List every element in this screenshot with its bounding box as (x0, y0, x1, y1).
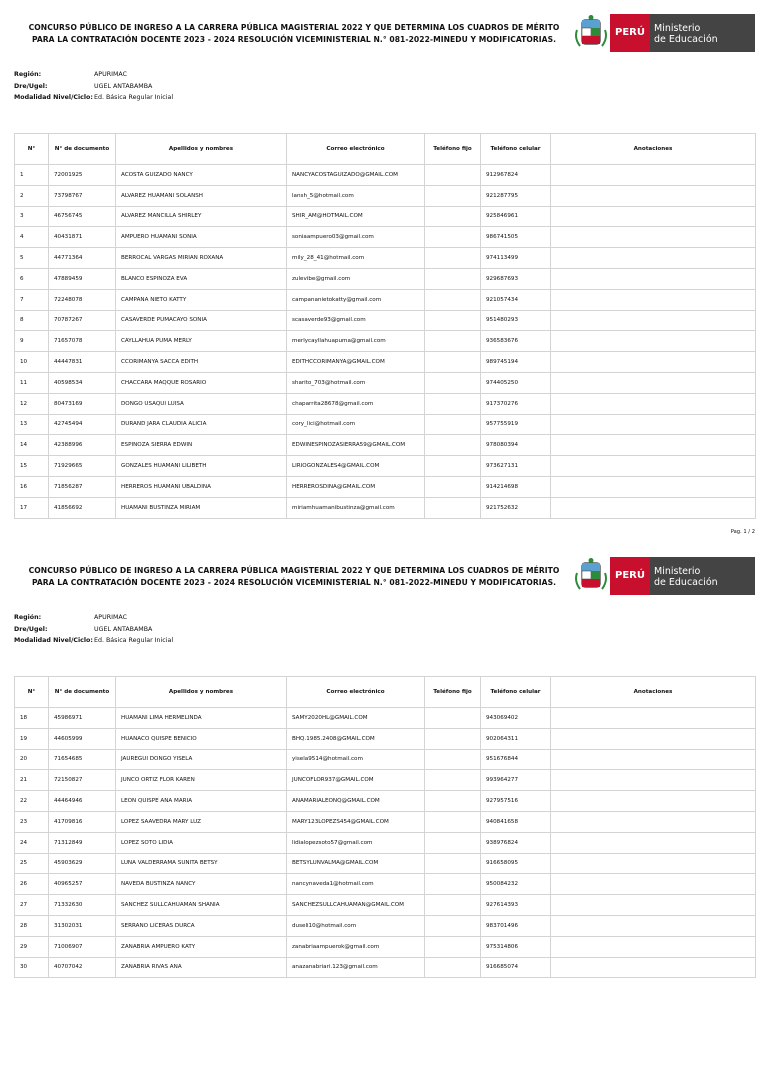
cell-notes (551, 227, 756, 248)
table-row (15, 206, 756, 227)
modalidad-value: Ed. Básica Regular Inicial (94, 637, 174, 644)
cell-email: miriamhuamanibustinza@gmail.com (287, 497, 425, 518)
cell-number: 2 (15, 185, 49, 206)
region-label: Región: (14, 71, 42, 78)
cell-number: 22 (15, 791, 49, 812)
cell-mobile: 975314806 (481, 936, 551, 957)
cell-name: ALVAREZ MANCILLA SHIRLEY (116, 206, 287, 227)
cell-document: 44771364 (49, 248, 116, 269)
table-row (15, 435, 756, 456)
cell-mobile: 921287795 (481, 185, 551, 206)
cell-email: MARY123LOPEZS454@GMAIL.COM (287, 811, 425, 832)
dre-label: Dre/Ugel: (14, 625, 48, 633)
ministerio-line2: de Educación (654, 577, 718, 588)
cell-name: HERREROS HUAMANI UBALDINA (116, 476, 287, 497)
cell-phone (425, 749, 481, 770)
table-row (15, 832, 756, 853)
cell-document: 71654685 (49, 749, 116, 770)
cell-number: 18 (15, 708, 49, 729)
teachers-table (14, 676, 756, 978)
cell-mobile: 951676844 (481, 749, 551, 770)
cell-document: 42388996 (49, 435, 116, 456)
cell-phone (425, 268, 481, 289)
cell-document: 40598534 (49, 372, 116, 393)
table-row (15, 456, 756, 477)
region-value: APURIMAC (94, 614, 127, 621)
cell-number: 26 (15, 874, 49, 895)
cell-mobile: 917370276 (481, 393, 551, 414)
cell-name: ZANABRIA AMPUERO KATY (116, 936, 287, 957)
cell-notes (551, 435, 756, 456)
cell-notes (551, 352, 756, 373)
cell-name: LOPEZ SAAVEDRA MARY LUZ (116, 811, 287, 832)
cell-name: LUNA VALDERRAMA SUNITA BETSY (116, 853, 287, 874)
table-row (15, 372, 756, 393)
col-header-number: N° (15, 134, 49, 165)
table-row (15, 227, 756, 248)
cell-number: 10 (15, 352, 49, 373)
table-row (15, 728, 756, 749)
cell-mobile: 936583676 (481, 331, 551, 352)
cell-mobile: 940841658 (481, 811, 551, 832)
cell-number: 4 (15, 227, 49, 248)
dre-value: UGEL ANTABAMBA (94, 82, 153, 90)
cell-number: 15 (15, 456, 49, 477)
cell-phone (425, 185, 481, 206)
cell-name: SANCHEZ SULLCAHUAMAN SHANIA (116, 895, 287, 916)
cell-number: 8 (15, 310, 49, 331)
cell-mobile: 978080394 (481, 435, 551, 456)
cell-number: 7 (15, 289, 49, 310)
cell-email: LIRIOGONZALES4@GMAIL.COM (287, 456, 425, 477)
cell-number: 19 (15, 728, 49, 749)
cell-email: anazanabriari.123@gmail.com (287, 957, 425, 978)
cell-email: chaparrita28678@gmail.com (287, 393, 425, 414)
ministerio-label (650, 557, 755, 595)
table-row (15, 248, 756, 269)
cell-mobile: 929687693 (481, 268, 551, 289)
dre-label: Dre/Ugel: (14, 82, 48, 90)
cell-notes (551, 456, 756, 477)
cell-mobile: 957755919 (481, 414, 551, 435)
cell-notes (551, 708, 756, 729)
cell-number: 14 (15, 435, 49, 456)
cell-mobile: 973627131 (481, 456, 551, 477)
cell-name: ALVAREZ HUAMANI SOLANSH (116, 185, 287, 206)
cell-mobile: 993964277 (481, 770, 551, 791)
table-row (15, 811, 756, 832)
cell-phone (425, 895, 481, 916)
dre-value: UGEL ANTABAMBA (94, 625, 153, 633)
cell-name: BERROCAL VARGAS MIRIAN ROXANA (116, 248, 287, 269)
cell-number: 20 (15, 749, 49, 770)
cell-document: 80473169 (49, 393, 116, 414)
cell-email: nancynaveda1@hotmail.com (287, 874, 425, 895)
col-header-phone: Teléfono fijo (425, 677, 481, 708)
cell-document: 40707042 (49, 957, 116, 978)
cell-number: 6 (15, 268, 49, 289)
cell-number: 11 (15, 372, 49, 393)
table-row (15, 874, 756, 895)
cell-notes (551, 811, 756, 832)
cell-mobile: 974113499 (481, 248, 551, 269)
cell-document: 40965257 (49, 874, 116, 895)
cell-phone (425, 728, 481, 749)
cell-document: 31302031 (49, 915, 116, 936)
cell-mobile: 986741505 (481, 227, 551, 248)
cell-number: 29 (15, 936, 49, 957)
cell-notes (551, 248, 756, 269)
cell-email: HERREROSDINA@GMAIL.COM (287, 476, 425, 497)
table-header-row (15, 677, 756, 708)
cell-email: SHIR_AM@HOTMAIL.COM (287, 206, 425, 227)
cell-document: 45903629 (49, 853, 116, 874)
cell-notes (551, 957, 756, 978)
cell-number: 23 (15, 811, 49, 832)
cell-notes (551, 832, 756, 853)
coat-of-arms-icon (574, 557, 608, 595)
cell-document: 71332630 (49, 895, 116, 916)
cell-notes (551, 853, 756, 874)
cell-name: AMPUERO HUAMANI SONIA (116, 227, 287, 248)
cell-document: 72001925 (49, 165, 116, 186)
cell-mobile: 974405250 (481, 372, 551, 393)
table-row (15, 289, 756, 310)
cell-name: CAYLLAHUA PUMA MERLY (116, 331, 287, 352)
cell-notes (551, 289, 756, 310)
cell-mobile: 927957516 (481, 791, 551, 812)
coat-of-arms-icon (574, 14, 608, 52)
document-page-1 (0, 0, 768, 540)
modalidad-label: Modalidad Nivel/Ciclo: (14, 637, 93, 644)
cell-email: yisela9514@hotmail.com (287, 749, 425, 770)
cell-mobile: 912967824 (481, 165, 551, 186)
peru-label: PERÚ (610, 14, 650, 52)
col-header-email: Correo electrónico (287, 677, 425, 708)
col-header-email: Correo electrónico (287, 134, 425, 165)
cell-document: 71856287 (49, 476, 116, 497)
cell-number: 30 (15, 957, 49, 978)
cell-document: 44464946 (49, 791, 116, 812)
cell-number: 16 (15, 476, 49, 497)
cell-name: ESPINOZA SIERRA EDWIN (116, 435, 287, 456)
cell-email: zulevibe@gmail.com (287, 268, 425, 289)
cell-notes (551, 331, 756, 352)
cell-document: 45986971 (49, 708, 116, 729)
cell-notes (551, 915, 756, 936)
cell-number: 27 (15, 895, 49, 916)
col-header-document: N° de documento (49, 134, 116, 165)
cell-notes (551, 874, 756, 895)
cell-phone (425, 708, 481, 729)
ministerio-line1: Ministerio (654, 566, 701, 577)
cell-mobile: 916685074 (481, 957, 551, 978)
ministerio-line1: Ministerio (654, 23, 701, 34)
cell-phone (425, 165, 481, 186)
cell-mobile: 921057434 (481, 289, 551, 310)
cell-number: 21 (15, 770, 49, 791)
table-row (15, 708, 756, 729)
cell-name: DURAND JARA CLAUDIA ALICIA (116, 414, 287, 435)
col-header-mobile: Teléfono celular (481, 134, 551, 165)
cell-mobile: 989745194 (481, 352, 551, 373)
cell-number: 5 (15, 248, 49, 269)
table-row (15, 957, 756, 978)
cell-notes (551, 185, 756, 206)
cell-mobile: 902064311 (481, 728, 551, 749)
cell-document: 70787267 (49, 310, 116, 331)
cell-name: SERRANO LICERAS DURCA (116, 915, 287, 936)
cell-number: 3 (15, 206, 49, 227)
cell-mobile: 927614393 (481, 895, 551, 916)
cell-email: campananietokatty@gmail.com (287, 289, 425, 310)
cell-phone (425, 435, 481, 456)
cell-name: HUAMANI LIMA HERMELINDA (116, 708, 287, 729)
table-row (15, 476, 756, 497)
table-row (15, 352, 756, 373)
cell-email: cory_lici@hotmail.com (287, 414, 425, 435)
table-row (15, 310, 756, 331)
modalidad-value: Ed. Básica Regular Inicial (94, 94, 174, 101)
table-row (15, 749, 756, 770)
cell-name: JUNCO ORTIZ FLOR KAREN (116, 770, 287, 791)
cell-email: ANAMARIALEONQ@GMAIL.COM (287, 791, 425, 812)
col-header-notes: Anotaciones (551, 134, 756, 165)
cell-name: CHACCARA MAQQUE ROSARIO (116, 372, 287, 393)
table-header-row (15, 134, 756, 165)
cell-document: 41856692 (49, 497, 116, 518)
table-row (15, 268, 756, 289)
teachers-table (14, 133, 756, 519)
cell-document: 40431871 (49, 227, 116, 248)
cell-notes (551, 936, 756, 957)
cell-notes (551, 372, 756, 393)
cell-phone (425, 289, 481, 310)
table-row (15, 185, 756, 206)
cell-name: CAMPANA NIETO KATTY (116, 289, 287, 310)
cell-phone (425, 770, 481, 791)
cell-email: scasaverde93@gmail.com (287, 310, 425, 331)
cell-mobile: 950084232 (481, 874, 551, 895)
cell-email: EDITHCCORIMANYA@GMAIL.COM (287, 352, 425, 373)
cell-document: 71657078 (49, 331, 116, 352)
cell-email: SANCHEZSULLCAHUAMAN@GMAIL.COM (287, 895, 425, 916)
ministerio-logo (574, 14, 755, 52)
cell-email: zanabriaampuerok@gmail.com (287, 936, 425, 957)
table-row (15, 936, 756, 957)
cell-notes (551, 791, 756, 812)
cell-name: ZANABRIA RIVAS ANA (116, 957, 287, 978)
cell-number: 12 (15, 393, 49, 414)
cell-phone (425, 414, 481, 435)
cell-number: 1 (15, 165, 49, 186)
cell-phone (425, 372, 481, 393)
cell-mobile: 951480293 (481, 310, 551, 331)
cell-notes (551, 268, 756, 289)
cell-phone (425, 832, 481, 853)
col-header-document: N° de documento (49, 677, 116, 708)
cell-document: 71006907 (49, 936, 116, 957)
cell-name: DONGO USAQUI LUISA (116, 393, 287, 414)
cell-mobile: 921752632 (481, 497, 551, 518)
document-page-2 (0, 543, 768, 1083)
cell-notes (551, 749, 756, 770)
cell-document: 46756745 (49, 206, 116, 227)
cell-notes (551, 393, 756, 414)
table-row (15, 915, 756, 936)
cell-notes (551, 497, 756, 518)
cell-email: lansh_5@hotmail.com (287, 185, 425, 206)
modalidad-label: Modalidad Nivel/Ciclo: (14, 94, 93, 101)
cell-email: sharito_703@hotmail.com (287, 372, 425, 393)
col-header-mobile: Teléfono celular (481, 677, 551, 708)
cell-name: JAUREGUI DONGO YISELA (116, 749, 287, 770)
cell-email: NANCYACOSTAGUIZADO@GMAIL.COM (287, 165, 425, 186)
cell-document: 71929665 (49, 456, 116, 477)
cell-phone (425, 915, 481, 936)
cell-phone (425, 248, 481, 269)
table-row (15, 791, 756, 812)
cell-email: EDWINESPINOZASIERRA59@GMAIL.COM (287, 435, 425, 456)
cell-phone (425, 476, 481, 497)
document-title: CONCURSO PÚBLICO DE INGRESO A LA CARRERA PÚBLICA MAGISTERIAL 2022 Y QUE DETERMINA LOS CUADROS DE MÉRITO PARA LA CONTRATACIÓN DOCENTE 2023 - 2024 RESOLUCIÓN VICEMINISTERIAL N.° 081-2022-MINEDU Y MODIFICATORIAS. (28, 566, 560, 587)
cell-phone (425, 936, 481, 957)
cell-notes (551, 728, 756, 749)
cell-notes (551, 310, 756, 331)
cell-document: 72248078 (49, 289, 116, 310)
region-label: Región: (14, 614, 42, 621)
cell-number: 24 (15, 832, 49, 853)
ministerio-label (650, 14, 755, 52)
table-row (15, 165, 756, 186)
cell-mobile: 925846961 (481, 206, 551, 227)
ministerio-logo (574, 557, 755, 595)
table-row (15, 770, 756, 791)
cell-name: CCORIMANYA SACCA EDITH (116, 352, 287, 373)
cell-phone (425, 456, 481, 477)
cell-phone (425, 853, 481, 874)
cell-phone (425, 791, 481, 812)
document-title: CONCURSO PÚBLICO DE INGRESO A LA CARRERA PÚBLICA MAGISTERIAL 2022 Y QUE DETERMINA LOS CUADROS DE MÉRITO PARA LA CONTRATACIÓN DOCENTE 2023 - 2024 RESOLUCIÓN VICEMINISTERIAL N.° 081-2022-MINEDU Y MODIFICATORIAS. (28, 23, 560, 44)
cell-document: 42745494 (49, 414, 116, 435)
cell-phone (425, 227, 481, 248)
col-header-notes: Anotaciones (551, 677, 756, 708)
cell-email: merlycayllahuapuma@gmail.com (287, 331, 425, 352)
cell-name: HUANACO QUISPE BENICIO (116, 728, 287, 749)
cell-document: 72150827 (49, 770, 116, 791)
cell-mobile: 943069402 (481, 708, 551, 729)
cell-document: 44447831 (49, 352, 116, 373)
cell-document: 73798767 (49, 185, 116, 206)
col-header-name: Apellidos y nombres (116, 134, 287, 165)
cell-notes (551, 770, 756, 791)
cell-number: 13 (15, 414, 49, 435)
cell-phone (425, 874, 481, 895)
cell-phone (425, 393, 481, 414)
cell-phone (425, 497, 481, 518)
cell-notes (551, 476, 756, 497)
cell-notes (551, 206, 756, 227)
cell-mobile: 914214698 (481, 476, 551, 497)
cell-name: HUAMANI BUSTINZA MIRIAM (116, 497, 287, 518)
cell-email: BHQ.1985.2408@GMAIL.COM (287, 728, 425, 749)
cell-phone (425, 206, 481, 227)
table-row (15, 853, 756, 874)
cell-mobile: 938976824 (481, 832, 551, 853)
cell-number: 9 (15, 331, 49, 352)
cell-document: 47889459 (49, 268, 116, 289)
table-row (15, 497, 756, 518)
cell-phone (425, 331, 481, 352)
cell-phone (425, 310, 481, 331)
cell-email: JUNCOFLOR937@GMAIL.COM (287, 770, 425, 791)
cell-notes (551, 165, 756, 186)
cell-mobile: 916658095 (481, 853, 551, 874)
table-row (15, 895, 756, 916)
col-header-phone: Teléfono fijo (425, 134, 481, 165)
cell-document: 71312849 (49, 832, 116, 853)
cell-email: duseli10@hotmail.com (287, 915, 425, 936)
ministerio-line2: de Educación (654, 34, 718, 45)
cell-email: mily_28_41@hotmail.com (287, 248, 425, 269)
cell-name: LEON QUISPE ANA MARIA (116, 791, 287, 812)
cell-phone (425, 352, 481, 373)
cell-name: CASAVERDE PUMACAYO SONIA (116, 310, 287, 331)
cell-name: BLANCO ESPINOZA EVA (116, 268, 287, 289)
cell-number: 25 (15, 853, 49, 874)
table-row (15, 414, 756, 435)
page-number: Pag. 1 / 2 (730, 529, 755, 535)
cell-name: NAVEDA BUSTINZA NANCY (116, 874, 287, 895)
cell-document: 41709816 (49, 811, 116, 832)
cell-name: LOPEZ SOTO LIDIA (116, 832, 287, 853)
cell-email: soniaampuero03@gmail.com (287, 227, 425, 248)
cell-name: ACOSTA GUIZADO NANCY (116, 165, 287, 186)
cell-email: lidialopezsoto57@gmail.com (287, 832, 425, 853)
cell-number: 28 (15, 915, 49, 936)
peru-label: PERÚ (610, 557, 650, 595)
cell-phone (425, 811, 481, 832)
cell-name: GONZALES HUAMANI LILIBETH (116, 456, 287, 477)
table-row (15, 331, 756, 352)
cell-mobile: 983701496 (481, 915, 551, 936)
cell-number: 17 (15, 497, 49, 518)
cell-email: SAMY2020HL@GMAIL.COM (287, 708, 425, 729)
region-value: APURIMAC (94, 71, 127, 78)
col-header-number: N° (15, 677, 49, 708)
cell-notes (551, 414, 756, 435)
table-row (15, 393, 756, 414)
cell-email: BETSYLUNVALMA@GMAIL.COM (287, 853, 425, 874)
cell-document: 44605999 (49, 728, 116, 749)
cell-notes (551, 895, 756, 916)
col-header-name: Apellidos y nombres (116, 677, 287, 708)
cell-phone (425, 957, 481, 978)
